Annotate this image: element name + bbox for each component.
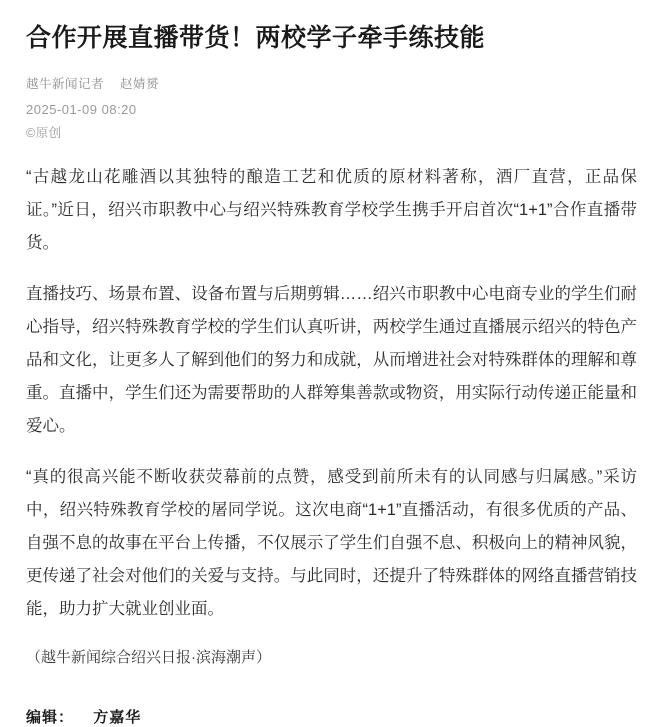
article-paragraph: “真的很高兴能不断收获荧幕前的点赞，感受到前所未有的认同感与归属感。”采访中，绍兴特殊教育学校的屠同学说。这次电商“1+1”直播活动，有很多优质的产品、自强不息的故事在平台上传播，不仅展示了学生们自强不息、积极向上的精神风貌，更传递了社会对他们的关爱与支持。与此同时，还提升了特殊群体的网络直播营销技能，助力扩大就业创业面。 (26, 467, 637, 618)
byline-source: 越牛新闻记者 (26, 76, 105, 91)
article-source-note: （越牛新闻综合绍兴日报·滨海潮声） (26, 648, 271, 666)
publish-timestamp: 2025-01-09 08:20 (26, 101, 137, 117)
byline-author: 赵婧赟 (120, 76, 160, 91)
article-paragraph: “古越龙山花雕酒以其独特的酿造工艺和优质的原材料著称，酒厂直营，正品保证。”近日，绍兴市职教中心与绍兴特殊教育学校学生携手开启首次“1+1”合作直播带货。 (26, 167, 637, 252)
editor-label: 编辑： (26, 709, 75, 727)
article-paragraph: 直播技巧、场景布置、设备布置与后期剪辑……绍兴市职教中心电商专业的学生们耐心指导，绍兴特殊教育学校的学生们认真听讲，两校学生通过直播展示绍兴的特色产品和文化，让更多人了解到他们的努力和成就，从而增进社会对特殊群体的理解和尊重。直播中，学生们还为需要帮助的人群筹集善款或物资，用实际行动传递正能量和爱心。 (26, 284, 637, 435)
original-content-badge: ©原创 (26, 125, 62, 140)
page-title: 合作开展直播带货！两校学子牵手练技能 (26, 24, 486, 52)
editor-credit (26, 706, 637, 727)
byline (26, 74, 637, 92)
editor-name: 方嘉华 (93, 709, 142, 727)
